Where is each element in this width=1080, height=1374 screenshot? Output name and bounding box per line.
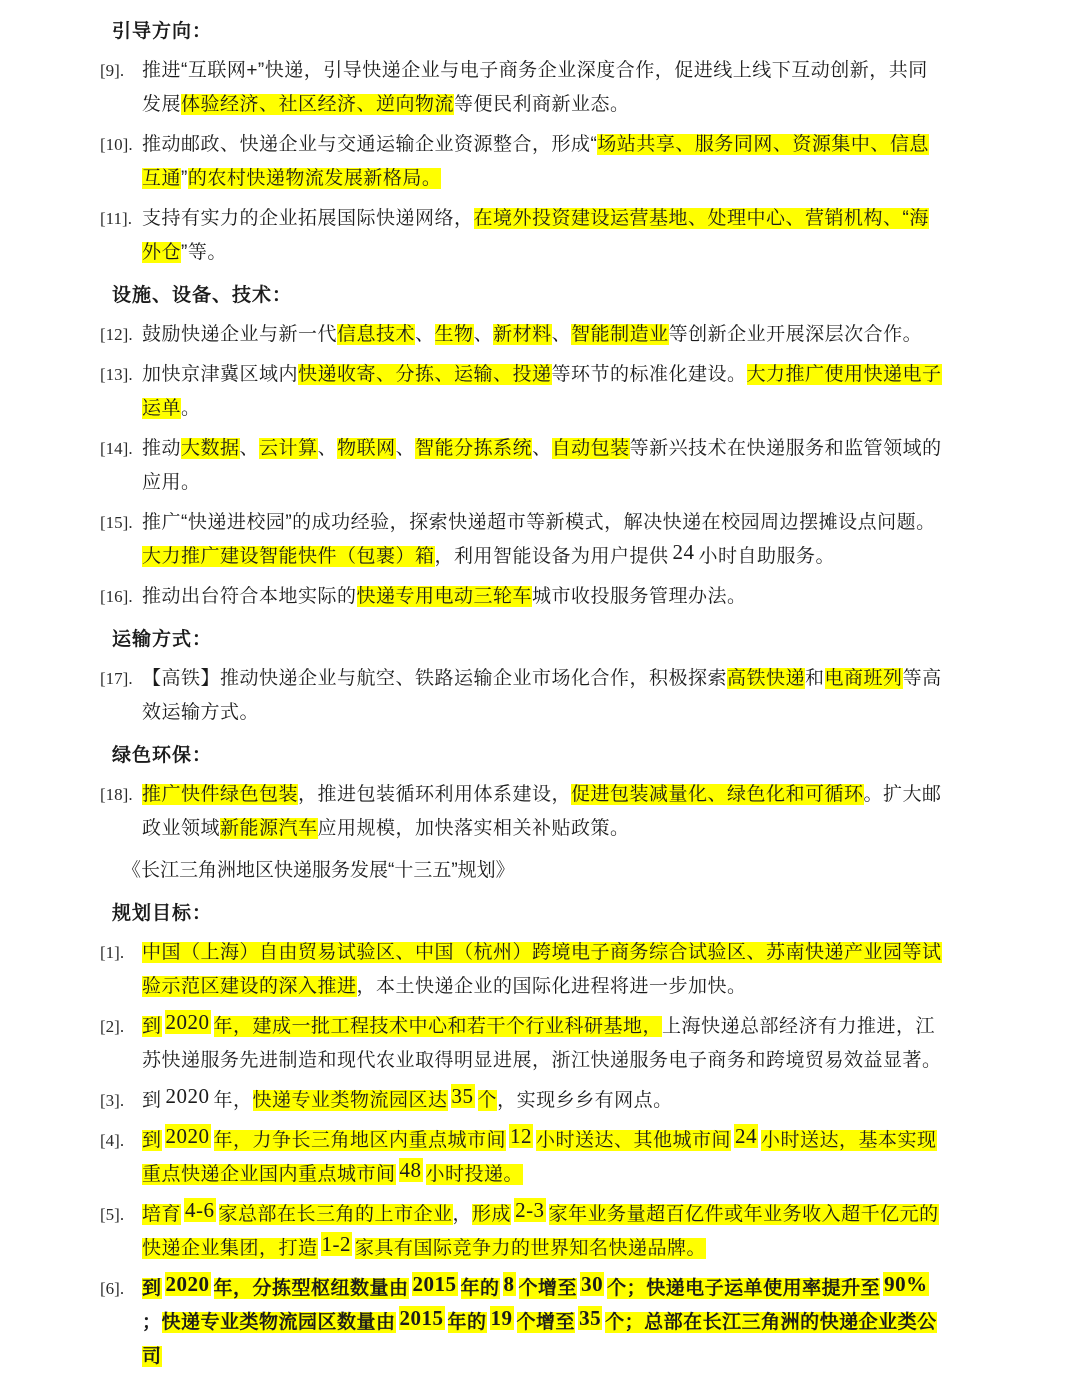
highlight-run: 自动包装 [551, 438, 630, 459]
highlight-run: 快递专用电动三轮车 [356, 586, 533, 607]
text-run: 、 [473, 324, 494, 345]
text-run: 、 [415, 324, 435, 345]
item-text [142, 358, 942, 426]
highlight-run: 个增至 [518, 1278, 578, 1299]
highlight-run: 高铁快递 [727, 668, 806, 689]
highlight-run: 24 [735, 1124, 758, 1148]
text-run: 等环节的标准化建设。 [551, 364, 747, 385]
text-run: 推广“快递进校园”的成功经验，探索快递超市等新模式，解决快递在校园周边摆摊设点问题。 [142, 512, 936, 533]
section-heading: 运输方式： [112, 629, 213, 650]
list-item [100, 580, 942, 614]
item-number: [13]. [100, 365, 133, 384]
highlight-run: 培育 [142, 1204, 182, 1225]
highlight-run: 场站共享、服务同网、资源集中、信息互通 [142, 134, 929, 189]
list-item [100, 318, 942, 352]
text-run: ， [452, 1204, 473, 1225]
item-number: [3]. [100, 1091, 125, 1110]
text-run: 小时自助服务。 [698, 546, 836, 567]
text-run: ，利用智能设备为用户提供 [434, 546, 669, 567]
text-run: 上海快递总部经济有力推进，江苏快递服务先进制造和现代农业取得明显进展，浙江快递服务电子商务和跨境贸易效益显著。 [142, 1016, 942, 1071]
text-run: 、 [317, 438, 338, 459]
highlight-run: 2015 [412, 1272, 457, 1296]
item-number: [6]. [100, 1279, 125, 1298]
item-text [142, 318, 942, 352]
highlight-run: 生物 [434, 324, 474, 345]
text-run: ” [181, 168, 188, 189]
highlight-run: 快递专业类物流园区达 [252, 1090, 448, 1111]
list-item [100, 1084, 942, 1118]
text-run: ，实现乡乡有网点。 [497, 1090, 673, 1111]
text-run: 、 [395, 438, 416, 459]
item-text [142, 580, 942, 614]
text-run: 、 [239, 438, 260, 459]
text-run: 。 [181, 398, 201, 419]
item-text [142, 1124, 942, 1192]
text-run: 年， [213, 1090, 253, 1111]
list-item [100, 202, 942, 270]
item-number: [16]. [100, 587, 133, 606]
list-item [100, 1010, 942, 1078]
text-run: 应用规模，加快落实相关补贴政策。 [317, 818, 630, 839]
item-number: [5]. [100, 1205, 125, 1224]
highlight-run: 小时送达，基本实现重点快递企业国内重点城市间 [142, 1130, 937, 1185]
highlight-run: 家具有国际竞争力的世界知名快递品牌。 [355, 1238, 707, 1259]
highlight-run: 个增至 [516, 1312, 576, 1333]
highlight-run: 2020 [165, 1272, 210, 1296]
list-item [100, 358, 942, 426]
highlight-run: 30 [581, 1272, 604, 1296]
highlight-run: 2020 [165, 1010, 210, 1034]
text-run: 推进“互联网+”快递，引导快递企业与电子商务企业深度合作，促进线上线下互动创新，共同发展 [142, 60, 928, 115]
item-text [142, 202, 942, 270]
highlight-run: 到 [142, 1016, 162, 1037]
highlight-run: 19 [490, 1306, 513, 1330]
item-text [142, 778, 942, 846]
section-heading: 绿色环保： [112, 745, 213, 766]
item-text [142, 1272, 942, 1374]
item-number: [2]. [100, 1017, 125, 1036]
highlight-run: 90% [884, 1272, 928, 1296]
highlight-run: 形成 [472, 1204, 512, 1225]
highlight-run: 小时投递。 [425, 1164, 524, 1185]
list-item [100, 778, 942, 846]
text-run: 到 [142, 1090, 162, 1111]
list-item [100, 1124, 942, 1192]
highlight-run: 智能制造业 [571, 324, 669, 345]
item-text [142, 432, 942, 500]
highlight-run: 35 [579, 1306, 602, 1330]
list-item [100, 1198, 942, 1266]
highlight-run: 信息技术 [337, 324, 416, 345]
section-heading: 引导方向： [112, 21, 213, 42]
list-item [100, 54, 942, 122]
text-run: 推动邮政、快递企业与交通运输企业资源整合，形成“ [142, 134, 598, 155]
text-run: 支持有实力的企业拓展国际快递网络， [142, 208, 474, 229]
highlight-run: 年，建成一批工程技术中心和若干个行业科研基地， [213, 1016, 663, 1037]
highlight-run: 到 [142, 1278, 162, 1299]
highlight-run: 1-2 [321, 1232, 352, 1256]
item-text [142, 128, 942, 196]
list-item [100, 128, 942, 196]
text-run: 鼓励快递企业与新一代 [142, 324, 338, 345]
item-number: [18]. [100, 785, 133, 804]
text-run: 等创新企业开展深层次合作。 [668, 324, 923, 345]
highlight-run: 个 [477, 1090, 498, 1111]
highlight-run: 到 [142, 1130, 162, 1151]
highlight-run: 2-3 [515, 1198, 545, 1222]
highlight-run: 大数据 [181, 438, 240, 459]
text-run: 24 [672, 540, 695, 564]
text-run: 推动出台符合本地实际的 [142, 586, 357, 607]
item-text [142, 1010, 942, 1078]
item-number: [1]. [100, 943, 125, 962]
item-text [142, 1198, 942, 1266]
doc-subtitle: 《长江三角洲地区快递服务发展“十三五”规划》 [122, 860, 515, 881]
item-text [142, 1084, 942, 1118]
text-run: ，本土快递企业的国际化进程将进一步加快。 [356, 976, 747, 997]
highlight-run: 推广快件绿色包装 [142, 784, 299, 805]
item-number: [10]. [100, 135, 133, 154]
item-number: [9]. [100, 61, 125, 80]
highlight-run: 新材料 [493, 324, 552, 345]
highlight-run: 的农村快递物流发展新格局。 [187, 168, 442, 189]
highlight-run: 年，力争长三角地区内重点城市间 [213, 1130, 507, 1151]
section-heading: 规划目标： [112, 903, 213, 924]
highlight-run: 大力推广使用快递电子运单 [142, 364, 942, 419]
highlight-run: 8 [503, 1272, 515, 1296]
highlight-run: 个；快递电子运单使用率提升至 [607, 1278, 881, 1299]
highlight-run: 在境外投资建设运营基地、处理中心、营销机构、“海外仓 [142, 208, 929, 263]
text-run: ，推进包装循环利用体系建设， [298, 784, 572, 805]
item-number: [17]. [100, 669, 133, 688]
list-item [100, 662, 942, 730]
highlight-run: 促进包装减量化、绿色化和可循环 [571, 784, 864, 805]
text-run: 。扩大邮政业领域 [142, 784, 942, 839]
highlight-run: 智能分拣系统 [415, 438, 533, 459]
text-run: 推动 [142, 438, 182, 459]
list-item [100, 506, 942, 574]
highlight-run: 快递收寄、分拣、运输、投递 [298, 364, 552, 385]
text-run: 等高效运输方式。 [142, 668, 942, 723]
highlight-run: 家年业务量超百亿件或年业务收入超千亿元的快递企业集团，打造 [142, 1204, 939, 1259]
text-run: 等新兴技术在快递服务和监管领域的应用。 [142, 438, 942, 493]
highlight-run: 云计算 [259, 438, 318, 459]
text-run: ； [142, 1312, 162, 1333]
highlight-run: 个；总部在长江三角洲的快递企业类公司 [142, 1312, 937, 1367]
list-item [100, 1272, 942, 1374]
highlight-run: 大力推广建设智能快件（包裹）箱 [142, 546, 435, 567]
highlight-run: 年，分拣型枢纽数量由 [213, 1278, 409, 1299]
item-number: [14]. [100, 439, 133, 458]
text-run: 2020 [165, 1084, 210, 1108]
text-run: 等便民利商新业态。 [454, 94, 630, 115]
item-text [142, 54, 942, 122]
highlight-run: 中国（上海）自由贸易试验区、中国（杭州）跨境电子商务综合试验区、苏南快递产业园等试验示范区建设的深入推进 [142, 942, 942, 997]
highlight-run: 新能源汽车 [220, 818, 318, 839]
list-item [100, 936, 942, 1004]
highlight-run: 快递专业类物流园区数量由 [161, 1312, 396, 1333]
item-text [142, 506, 942, 574]
highlight-run: 35 [451, 1084, 474, 1108]
text-run: 、 [532, 438, 552, 459]
highlight-run: 48 [399, 1158, 422, 1182]
text-run: 、 [551, 324, 572, 345]
highlight-run: 2020 [165, 1124, 210, 1148]
highlight-run: 12 [510, 1124, 533, 1148]
text-run: 和 [805, 668, 825, 689]
section-heading: 设施、设备、技术： [112, 285, 293, 306]
item-text [142, 662, 942, 730]
item-text [142, 936, 942, 1004]
item-number: [4]. [100, 1131, 125, 1150]
item-number: [12]. [100, 325, 133, 344]
text-run: ”等。 [181, 242, 227, 263]
highlight-run: 小时送达、其他城市间 [536, 1130, 732, 1151]
highlight-run: 体验经济、社区经济、逆向物流 [181, 94, 455, 115]
highlight-run: 4-6 [185, 1198, 215, 1222]
text-run: 城市收投服务管理办法。 [532, 586, 747, 607]
text-run: 加快京津冀区域内 [142, 364, 299, 385]
item-number: [11]. [100, 209, 132, 228]
highlight-run: 家总部在长三角的上市企业 [218, 1204, 453, 1225]
text-run: 【高铁】推动快递企业与航空、铁路运输企业市场化合作，积极探索 [142, 668, 728, 689]
highlight-run: 电商班列 [824, 668, 903, 689]
highlight-run: 物联网 [337, 438, 396, 459]
highlight-run: 2015 [399, 1306, 444, 1330]
list-item [100, 432, 942, 500]
highlight-run: 年的 [447, 1312, 487, 1333]
highlight-run: 年的 [460, 1278, 500, 1299]
item-number: [15]. [100, 513, 133, 532]
